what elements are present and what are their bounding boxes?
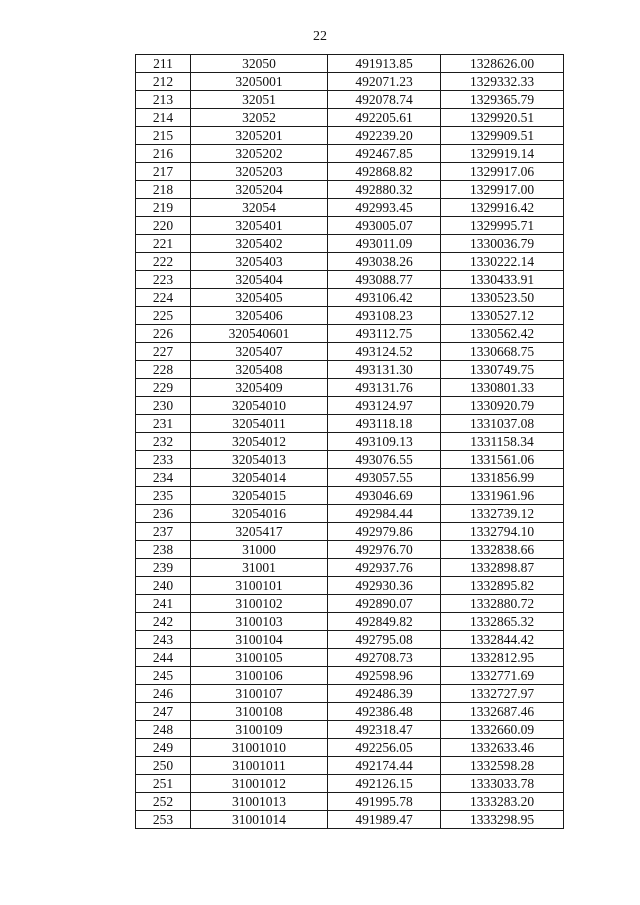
table-row [136, 541, 564, 559]
row-number-cell: 237 [136, 523, 191, 541]
row-number-cell: 230 [136, 397, 191, 415]
x-coordinate-cell: 492849.82 [328, 613, 441, 631]
y-coordinate-cell: 1329365.79 [441, 91, 564, 109]
y-coordinate-cell: 1331856.99 [441, 469, 564, 487]
row-number-cell: 236 [136, 505, 191, 523]
y-coordinate-cell: 1330036.79 [441, 235, 564, 253]
row-number-cell: 213 [136, 91, 191, 109]
point-id-cell: 3100109 [191, 721, 328, 739]
x-coordinate-cell: 492890.07 [328, 595, 441, 613]
point-id-cell: 3100101 [191, 577, 328, 595]
x-coordinate-cell: 493109.13 [328, 433, 441, 451]
point-id-cell: 32054016 [191, 505, 328, 523]
x-coordinate-cell: 492467.85 [328, 145, 441, 163]
table-row [136, 253, 564, 271]
row-number-cell: 224 [136, 289, 191, 307]
y-coordinate-cell: 1328626.00 [441, 55, 564, 73]
table-row [136, 631, 564, 649]
y-coordinate-cell: 1330801.33 [441, 379, 564, 397]
y-coordinate-cell: 1330433.91 [441, 271, 564, 289]
x-coordinate-cell: 493106.42 [328, 289, 441, 307]
x-coordinate-cell: 492256.05 [328, 739, 441, 757]
point-id-cell: 32054011 [191, 415, 328, 433]
row-number-cell: 229 [136, 379, 191, 397]
point-id-cell: 3205001 [191, 73, 328, 91]
x-coordinate-cell: 493118.18 [328, 415, 441, 433]
point-id-cell: 3205407 [191, 343, 328, 361]
row-number-cell: 214 [136, 109, 191, 127]
point-id-cell: 3205201 [191, 127, 328, 145]
x-coordinate-cell: 492880.32 [328, 181, 441, 199]
row-number-cell: 242 [136, 613, 191, 631]
x-coordinate-cell: 492795.08 [328, 631, 441, 649]
table-row [136, 613, 564, 631]
row-number-cell: 247 [136, 703, 191, 721]
x-coordinate-cell: 493076.55 [328, 451, 441, 469]
x-coordinate-cell: 492937.76 [328, 559, 441, 577]
table-row [136, 559, 564, 577]
x-coordinate-cell: 492930.36 [328, 577, 441, 595]
x-coordinate-cell: 492984.44 [328, 505, 441, 523]
x-coordinate-cell: 492979.86 [328, 523, 441, 541]
row-number-cell: 221 [136, 235, 191, 253]
row-number-cell: 233 [136, 451, 191, 469]
table-row [136, 523, 564, 541]
point-id-cell: 3205402 [191, 235, 328, 253]
y-coordinate-cell: 1329332.33 [441, 73, 564, 91]
x-coordinate-cell: 493038.26 [328, 253, 441, 271]
point-id-cell: 3205409 [191, 379, 328, 397]
point-id-cell: 32054010 [191, 397, 328, 415]
x-coordinate-cell: 493131.76 [328, 379, 441, 397]
x-coordinate-cell: 491989.47 [328, 811, 441, 829]
x-coordinate-cell: 492598.96 [328, 667, 441, 685]
point-id-cell: 31001013 [191, 793, 328, 811]
x-coordinate-cell: 491995.78 [328, 793, 441, 811]
y-coordinate-cell: 1332687.46 [441, 703, 564, 721]
row-number-cell: 248 [136, 721, 191, 739]
table-row [136, 505, 564, 523]
y-coordinate-cell: 1330222.14 [441, 253, 564, 271]
point-id-cell: 32051 [191, 91, 328, 109]
point-id-cell: 32054013 [191, 451, 328, 469]
point-id-cell: 32054012 [191, 433, 328, 451]
point-id-cell: 3205406 [191, 307, 328, 325]
coordinates-table [135, 54, 564, 829]
table-row [136, 721, 564, 739]
y-coordinate-cell: 1329919.14 [441, 145, 564, 163]
point-id-cell: 32052 [191, 109, 328, 127]
row-number-cell: 244 [136, 649, 191, 667]
table-row [136, 217, 564, 235]
x-coordinate-cell: 492239.20 [328, 127, 441, 145]
table-row [136, 649, 564, 667]
y-coordinate-cell: 1332598.28 [441, 757, 564, 775]
y-coordinate-cell: 1331561.06 [441, 451, 564, 469]
table-row [136, 307, 564, 325]
y-coordinate-cell: 1333283.20 [441, 793, 564, 811]
table-row [136, 757, 564, 775]
table-row [136, 451, 564, 469]
x-coordinate-cell: 493005.07 [328, 217, 441, 235]
point-id-cell: 32054 [191, 199, 328, 217]
point-id-cell: 3100102 [191, 595, 328, 613]
y-coordinate-cell: 1331961.96 [441, 487, 564, 505]
point-id-cell: 3205405 [191, 289, 328, 307]
table-row [136, 775, 564, 793]
x-coordinate-cell: 492993.45 [328, 199, 441, 217]
row-number-cell: 215 [136, 127, 191, 145]
row-number-cell: 218 [136, 181, 191, 199]
x-coordinate-cell: 492078.74 [328, 91, 441, 109]
y-coordinate-cell: 1332895.82 [441, 577, 564, 595]
table-row [136, 199, 564, 217]
row-number-cell: 240 [136, 577, 191, 595]
row-number-cell: 245 [136, 667, 191, 685]
table-row [136, 271, 564, 289]
row-number-cell: 216 [136, 145, 191, 163]
x-coordinate-cell: 492868.82 [328, 163, 441, 181]
table-row [136, 415, 564, 433]
x-coordinate-cell: 493108.23 [328, 307, 441, 325]
y-coordinate-cell: 1331037.08 [441, 415, 564, 433]
row-number-cell: 246 [136, 685, 191, 703]
y-coordinate-cell: 1330523.50 [441, 289, 564, 307]
table-row [136, 433, 564, 451]
y-coordinate-cell: 1332739.12 [441, 505, 564, 523]
x-coordinate-cell: 493112.75 [328, 325, 441, 343]
table-row [136, 289, 564, 307]
x-coordinate-cell: 493046.69 [328, 487, 441, 505]
coordinates-table-body [136, 55, 564, 829]
table-row [136, 667, 564, 685]
point-id-cell: 31001 [191, 559, 328, 577]
table-row [136, 145, 564, 163]
row-number-cell: 239 [136, 559, 191, 577]
table-row [136, 361, 564, 379]
row-number-cell: 211 [136, 55, 191, 73]
y-coordinate-cell: 1329909.51 [441, 127, 564, 145]
table-row [136, 379, 564, 397]
point-id-cell: 3100104 [191, 631, 328, 649]
y-coordinate-cell: 1330749.75 [441, 361, 564, 379]
y-coordinate-cell: 1330562.42 [441, 325, 564, 343]
y-coordinate-cell: 1332812.95 [441, 649, 564, 667]
page-number: 22 [313, 29, 327, 44]
point-id-cell: 31001010 [191, 739, 328, 757]
y-coordinate-cell: 1330527.12 [441, 307, 564, 325]
point-id-cell: 3100103 [191, 613, 328, 631]
y-coordinate-cell: 1332865.32 [441, 613, 564, 631]
x-coordinate-cell: 493088.77 [328, 271, 441, 289]
row-number-cell: 241 [136, 595, 191, 613]
y-coordinate-cell: 1329917.00 [441, 181, 564, 199]
table-row [136, 55, 564, 73]
point-id-cell: 320540601 [191, 325, 328, 343]
table-row [136, 595, 564, 613]
point-id-cell: 32054014 [191, 469, 328, 487]
row-number-cell: 231 [136, 415, 191, 433]
table-row [136, 325, 564, 343]
row-number-cell: 225 [136, 307, 191, 325]
row-number-cell: 232 [136, 433, 191, 451]
row-number-cell: 250 [136, 757, 191, 775]
x-coordinate-cell: 492318.47 [328, 721, 441, 739]
y-coordinate-cell: 1332794.10 [441, 523, 564, 541]
row-number-cell: 243 [136, 631, 191, 649]
y-coordinate-cell: 1330668.75 [441, 343, 564, 361]
x-coordinate-cell: 492071.23 [328, 73, 441, 91]
table-row [136, 739, 564, 757]
x-coordinate-cell: 493131.30 [328, 361, 441, 379]
row-number-cell: 226 [136, 325, 191, 343]
y-coordinate-cell: 1332633.46 [441, 739, 564, 757]
table-row [136, 469, 564, 487]
x-coordinate-cell: 492708.73 [328, 649, 441, 667]
point-id-cell: 3205403 [191, 253, 328, 271]
table-row [136, 181, 564, 199]
x-coordinate-cell: 493124.97 [328, 397, 441, 415]
point-id-cell: 3205203 [191, 163, 328, 181]
y-coordinate-cell: 1332844.42 [441, 631, 564, 649]
row-number-cell: 227 [136, 343, 191, 361]
x-coordinate-cell: 491913.85 [328, 55, 441, 73]
y-coordinate-cell: 1332880.72 [441, 595, 564, 613]
y-coordinate-cell: 1331158.34 [441, 433, 564, 451]
y-coordinate-cell: 1329916.42 [441, 199, 564, 217]
row-number-cell: 228 [136, 361, 191, 379]
table-row [136, 127, 564, 145]
table-row [136, 73, 564, 91]
table-row [136, 163, 564, 181]
row-number-cell: 219 [136, 199, 191, 217]
point-id-cell: 3205204 [191, 181, 328, 199]
table-row [136, 685, 564, 703]
x-coordinate-cell: 492174.44 [328, 757, 441, 775]
y-coordinate-cell: 1329995.71 [441, 217, 564, 235]
x-coordinate-cell: 492486.39 [328, 685, 441, 703]
point-id-cell: 3205417 [191, 523, 328, 541]
point-id-cell: 3205404 [191, 271, 328, 289]
y-coordinate-cell: 1332898.87 [441, 559, 564, 577]
x-coordinate-cell: 493124.52 [328, 343, 441, 361]
table-row [136, 793, 564, 811]
y-coordinate-cell: 1332771.69 [441, 667, 564, 685]
x-coordinate-cell: 492386.48 [328, 703, 441, 721]
table-row [136, 343, 564, 361]
x-coordinate-cell: 493057.55 [328, 469, 441, 487]
row-number-cell: 212 [136, 73, 191, 91]
row-number-cell: 253 [136, 811, 191, 829]
point-id-cell: 31000 [191, 541, 328, 559]
y-coordinate-cell: 1332660.09 [441, 721, 564, 739]
row-number-cell: 223 [136, 271, 191, 289]
row-number-cell: 235 [136, 487, 191, 505]
point-id-cell: 3205408 [191, 361, 328, 379]
point-id-cell: 3205401 [191, 217, 328, 235]
table-row [136, 109, 564, 127]
x-coordinate-cell: 492205.61 [328, 109, 441, 127]
y-coordinate-cell: 1332727.97 [441, 685, 564, 703]
point-id-cell: 3100107 [191, 685, 328, 703]
row-number-cell: 238 [136, 541, 191, 559]
row-number-cell: 222 [136, 253, 191, 271]
y-coordinate-cell: 1333033.78 [441, 775, 564, 793]
y-coordinate-cell: 1332838.66 [441, 541, 564, 559]
y-coordinate-cell: 1329920.51 [441, 109, 564, 127]
point-id-cell: 3205202 [191, 145, 328, 163]
point-id-cell: 3100108 [191, 703, 328, 721]
y-coordinate-cell: 1329917.06 [441, 163, 564, 181]
point-id-cell: 32050 [191, 55, 328, 73]
y-coordinate-cell: 1330920.79 [441, 397, 564, 415]
point-id-cell: 3100105 [191, 649, 328, 667]
point-id-cell: 32054015 [191, 487, 328, 505]
table-row [136, 577, 564, 595]
row-number-cell: 220 [136, 217, 191, 235]
table-row [136, 703, 564, 721]
point-id-cell: 31001011 [191, 757, 328, 775]
y-coordinate-cell: 1333298.95 [441, 811, 564, 829]
row-number-cell: 252 [136, 793, 191, 811]
point-id-cell: 3100106 [191, 667, 328, 685]
row-number-cell: 249 [136, 739, 191, 757]
x-coordinate-cell: 492976.70 [328, 541, 441, 559]
point-id-cell: 31001014 [191, 811, 328, 829]
row-number-cell: 217 [136, 163, 191, 181]
row-number-cell: 234 [136, 469, 191, 487]
table-row [136, 91, 564, 109]
x-coordinate-cell: 493011.09 [328, 235, 441, 253]
table-row [136, 235, 564, 253]
row-number-cell: 251 [136, 775, 191, 793]
table-row [136, 487, 564, 505]
x-coordinate-cell: 492126.15 [328, 775, 441, 793]
point-id-cell: 31001012 [191, 775, 328, 793]
table-row [136, 811, 564, 829]
table-row [136, 397, 564, 415]
